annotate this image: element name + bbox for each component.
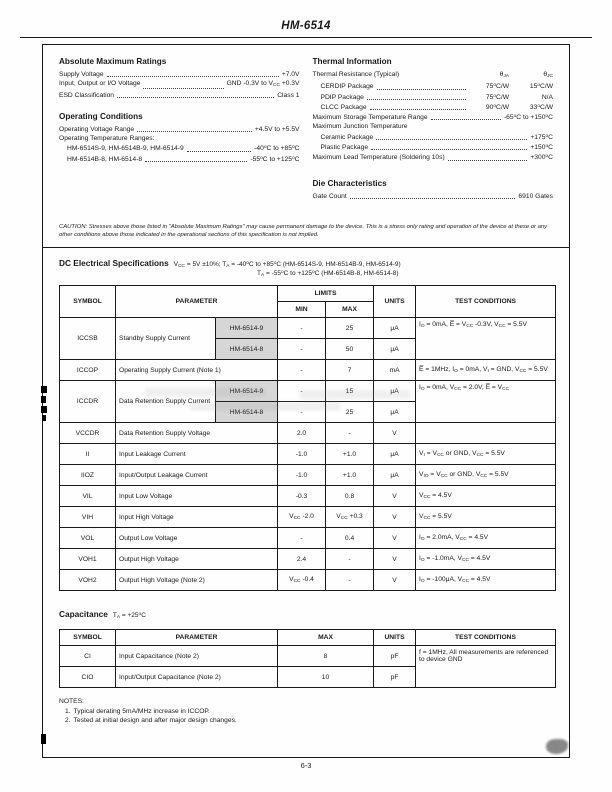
section-heading: Absolute Maximum Ratings	[59, 57, 167, 66]
table-row	[60, 486, 556, 507]
spec-value: $+150^oC$	[530, 144, 553, 152]
top-columns	[59, 57, 553, 213]
test-conditions-cell: $I_O = -100\mu A$, $V_{CC} = 4.5V$	[416, 570, 556, 591]
print-artifact	[41, 396, 46, 403]
col-header-max: MAX	[326, 302, 374, 318]
dot-leader	[367, 99, 466, 100]
max-cell: 25	[326, 402, 374, 423]
units-cell: V	[374, 549, 416, 570]
min-cell: -	[278, 339, 326, 360]
spec-line	[59, 143, 300, 153]
spec-label: Thermal Resistance (Typical)	[312, 71, 400, 78]
table-row	[60, 507, 556, 528]
dot-leader	[371, 149, 527, 150]
watermark	[190, 402, 340, 411]
col-header-test: TEST CONDITIONS	[416, 630, 556, 646]
symbol-cell: ICCDR	[60, 381, 116, 423]
print-artifact	[41, 386, 47, 393]
min-cell: 2.4	[278, 549, 326, 570]
spec-label: Operating Voltage Range	[59, 125, 135, 133]
dot-leader	[377, 89, 466, 90]
dot-leader	[143, 88, 223, 89]
spec-line	[313, 192, 554, 201]
units-cell: pF	[374, 667, 416, 688]
parameter-cell: Input Low Voltage	[116, 486, 278, 507]
parameter-cell: Output High Voltage (Note 2)	[116, 570, 278, 591]
units-cell: V	[374, 486, 416, 507]
spec-label: HM-6514S-9, HM-6514B-9, HM-6514-9	[67, 145, 184, 153]
col-header-min: MIN	[278, 302, 326, 318]
symbol-cell: IIOZ	[60, 465, 116, 486]
table-row	[60, 570, 556, 591]
col-header-units: UNITS	[374, 286, 416, 318]
cap-conditions: $T_A = +25^oC$	[112, 612, 146, 621]
col-header-max: MAX	[278, 630, 374, 646]
title-rule	[20, 37, 592, 38]
test-conditions-cell	[416, 423, 556, 444]
dc-spec-table	[59, 285, 556, 591]
parameter-cell: Data Retention Supply Current	[116, 381, 216, 423]
test-conditions-cell: $V_I = V_{CC}$ or GND, $V_{CC} = 5.5V$	[416, 444, 556, 465]
spec-value: $+300^oC$	[530, 154, 553, 162]
spec-value: -40$^o$C to $+85^oC$	[254, 145, 300, 153]
units-cell: V	[374, 528, 416, 549]
spec-line	[313, 142, 554, 152]
max-cell: +1.0	[326, 465, 374, 486]
section-heading: Operating Conditions	[59, 111, 143, 121]
section-operating-conditions	[59, 112, 300, 164]
parameter-cell: Data Retention Supply Voltage	[116, 423, 278, 444]
max-cell: $V_{CC} +0.3$	[326, 507, 374, 528]
spec-value: 90$^o$C/W	[485, 103, 509, 111]
col-header-limits: LIMITS	[278, 286, 374, 302]
section-heading: Die Characteristics	[312, 178, 387, 188]
units-cell: μA	[374, 444, 416, 465]
symbol-cell: VOH1	[60, 549, 116, 570]
table-row	[60, 549, 556, 570]
max-cell: -	[326, 423, 374, 444]
spec-label: Gate Count	[312, 192, 347, 200]
units-cell: pF	[374, 646, 416, 667]
units-cell: V	[374, 423, 416, 444]
right-column	[313, 57, 554, 213]
spec-value: N/A	[541, 93, 553, 101]
section-absolute-maximum-ratings	[59, 57, 300, 100]
test-conditions-cell: $V_{CC} = 4.5V$	[416, 486, 556, 507]
parameter-cell: Input Leakage Current	[116, 444, 278, 465]
dot-leader	[448, 160, 528, 161]
max-cell: -	[326, 570, 374, 591]
dot-leader	[376, 139, 527, 140]
device-type-cell: HM-6514-8	[216, 402, 278, 423]
symbol-cell: CI	[60, 646, 116, 667]
parameter-cell: Input/Output Capacitance (Note 2)	[116, 667, 278, 688]
device-type-cell: HM-6514-8	[216, 339, 278, 360]
spec-value: 75$^o$C/W	[485, 93, 509, 101]
max-cell: 0.4	[326, 528, 374, 549]
spec-label: Maximum Lead Temperature (Soldering 10s)	[312, 154, 445, 162]
table-row	[60, 360, 556, 381]
spec-label: ESD Classification	[59, 91, 115, 99]
note-item	[59, 716, 553, 726]
dc-conditions-line2: $T_A = -55^oC$ to $+125^oC$ (HM-6514B-8, HM-6514-8)	[257, 270, 399, 279]
units-cell: μA	[374, 339, 416, 360]
min-cell: 2.0	[278, 423, 326, 444]
page-number: 6-3	[300, 761, 312, 770]
test-conditions-cell: $V_{IO} = V_{CC}$ or GND, $V_{CC} = 5.5V$	[416, 465, 556, 486]
spec-line	[313, 132, 554, 142]
dot-leader	[350, 198, 516, 199]
spec-line	[59, 70, 300, 79]
left-column	[59, 57, 300, 213]
spec-label: Supply Voltage	[59, 71, 104, 78]
print-artifact	[42, 415, 46, 421]
table-row	[60, 528, 556, 549]
note-text: Tested at initial design and after major design changes.	[73, 717, 237, 725]
spec-line	[59, 79, 300, 90]
col-header-symbol: SYMBOL	[60, 286, 116, 318]
notes-section	[59, 697, 553, 726]
test-conditions-cell: f = 1MHz, All measurements are referenced to device GND	[416, 646, 556, 688]
device-type-cell: HM-6514-9	[216, 318, 278, 339]
max-cell: 10	[278, 667, 374, 688]
spec-label: Ceramic Package	[320, 133, 374, 141]
watermark	[300, 390, 410, 399]
spec-label: Input, Output or I/O Voltage	[59, 80, 141, 88]
test-conditions-cell: $I_O = -1.0mA$, $V_{CC} = 4.5V$	[416, 549, 556, 570]
parameter-cell: Input Capacitance (Note 2)	[116, 646, 278, 667]
spec-value: Class 1	[277, 91, 300, 99]
test-conditions-cell: $I_O = 0mA$, E̅ = $V_{CC}$ -0.3V, $V_{CC} = 5.5V$	[416, 318, 556, 360]
dot-leader	[431, 119, 501, 120]
spec-line	[313, 81, 554, 91]
test-conditions-cell: $V_{CC} = 5.5V$	[416, 507, 556, 528]
theta-ja-header: $\theta_{JA}$	[499, 71, 509, 79]
section-thermal-information	[313, 57, 554, 163]
max-cell: 8	[278, 646, 374, 667]
dot-leader	[187, 151, 251, 152]
min-cell: -0.3	[278, 486, 326, 507]
spec-value: 15$^o$C/W	[529, 83, 553, 91]
parameter-cell: Output High Voltage	[116, 549, 278, 570]
section-heading: DC Electrical Specifications	[59, 258, 169, 269]
spec-value: 6910 Gates	[518, 192, 553, 200]
note-number: 1.	[65, 707, 71, 715]
section-die-characteristics	[313, 179, 554, 201]
dot-leader	[117, 97, 274, 98]
min-cell: $V_{CC}$ -0.4	[278, 570, 326, 591]
section-heading: Thermal Information	[312, 57, 392, 66]
note-text: Typical derating 5mA/MHz increase in ICCOP.	[73, 707, 210, 715]
min-cell: -	[278, 402, 326, 423]
notes-heading: NOTES:	[59, 698, 84, 706]
junction-temp-heading: Maximum Junction Temperature	[312, 123, 408, 131]
dot-leader	[107, 76, 279, 77]
dc-conditions-line1: $V_{CC} = 5V \pm 10\%$; $T_A = -40^oC$ to $+85^oC$ (HM-6514S-9, HM-6514B-9, HM-6514-9)	[173, 261, 401, 270]
section-heading: Capacitance	[59, 609, 108, 620]
symbol-cell: VIH	[60, 507, 116, 528]
spec-value: 33$^o$C/W	[529, 103, 553, 111]
content-box	[42, 44, 570, 758]
max-cell: 15	[326, 381, 374, 402]
units-cell: μA	[374, 381, 416, 402]
parameter-cell: Input High Voltage	[116, 507, 278, 528]
col-header-test: TEST CONDITIONS	[416, 286, 556, 318]
spec-value: +7.0V	[281, 71, 300, 78]
min-cell: -1.0	[278, 444, 326, 465]
spec-line	[59, 154, 300, 164]
section-divider	[43, 247, 569, 248]
symbol-cell: VCCDR	[60, 423, 116, 444]
spec-value: +4.5V to +5.5V	[254, 125, 300, 133]
capacitance-heading	[59, 604, 553, 622]
max-cell: 0.8	[326, 486, 374, 507]
max-cell: 50	[326, 339, 374, 360]
max-cell: +1.0	[326, 444, 374, 465]
spec-label: CERDIP Package	[320, 83, 374, 91]
theta-jc-header: $\theta_{JC}$	[543, 71, 553, 79]
spec-line	[313, 102, 554, 112]
parameter-cell: Standby Supply Current	[116, 318, 216, 360]
col-header-parameter: PARAMETER	[116, 286, 278, 318]
max-cell: 7	[326, 360, 374, 381]
test-conditions-cell: $I_O = 2.0mA$, $V_{CC} = 4.5V$	[416, 528, 556, 549]
table-row	[60, 318, 556, 339]
table-row	[60, 423, 556, 444]
max-cell: -	[326, 549, 374, 570]
spec-value: -55$^o$C to $+125^oC$	[250, 155, 300, 163]
spec-line	[313, 92, 554, 102]
spec-line	[59, 91, 300, 100]
units-cell: μA	[374, 318, 416, 339]
spec-line	[59, 125, 300, 134]
spec-value: 75$^o$C/W	[485, 83, 509, 91]
dot-leader	[137, 131, 252, 132]
parameter-cell: Input/Output Leakage Current	[116, 465, 278, 486]
symbol-cell: VOL	[60, 528, 116, 549]
spec-value: -65$^o$C to $+150^oC$	[503, 114, 553, 122]
spec-label: CLCC Package	[320, 103, 367, 111]
test-conditions-cell: $I_O = 0mA$, $V_{CC} = 2.0V$, E̅ = $V_{CC}$	[416, 381, 556, 423]
spec-label: Maximum Storage Temperature Range	[312, 114, 428, 122]
units-cell: V	[374, 507, 416, 528]
spec-label: Plastic Package	[320, 144, 369, 152]
note-item	[59, 707, 553, 717]
symbol-cell: VOH2	[60, 570, 116, 591]
symbol-cell: ICCSB	[60, 318, 116, 360]
spec-line	[313, 112, 554, 122]
print-artifact	[41, 734, 46, 744]
units-cell: μA	[374, 465, 416, 486]
symbol-cell: ICCOP	[60, 360, 116, 381]
min-cell: -	[278, 381, 326, 402]
dot-leader	[145, 161, 247, 162]
units-cell: μA	[374, 402, 416, 423]
page-title: HM-6514	[281, 20, 331, 32]
table-row	[60, 444, 556, 465]
units-cell: V	[374, 570, 416, 591]
thermal-resistance-header	[313, 70, 554, 81]
min-cell: -1.0	[278, 465, 326, 486]
caution-text: CAUTION: Stresses above those listed in "Absolute Maximum Ratings" may cause permanent damage to the device. This is a stress only rating and operation of the device at these or any other conditions above those indicated in the operational sections of this specification is not implied.	[59, 223, 548, 238]
units-cell: mA	[374, 360, 416, 381]
spec-label: PDIP Package	[320, 93, 364, 101]
symbol-cell: VIL	[60, 486, 116, 507]
col-header-parameter: PARAMETER	[116, 630, 278, 646]
test-conditions-cell: E̅ = 1MHz, $I_O = 0mA$, $V_I$ = GND, $V_{CC} = 5.5V$	[416, 360, 556, 381]
temp-ranges-heading: Operating Temperature Ranges:	[59, 135, 155, 143]
device-type-cell: HM-6514-9	[216, 381, 278, 402]
col-header-units: UNITS	[374, 630, 416, 646]
print-artifact	[41, 406, 47, 413]
parameter-cell: Operating Supply Current (Note 1)	[116, 360, 278, 381]
spec-label: HM-6514B-8, HM-6514-8	[67, 155, 143, 163]
spec-value: GND -0.3V to $V_{CC} +0.3V$	[226, 80, 300, 89]
min-cell: -	[278, 318, 326, 339]
dc-spec-heading	[59, 258, 553, 269]
min-cell: -	[278, 360, 326, 381]
min-cell: $V_{CC}$ -2.0	[278, 507, 326, 528]
symbol-cell: II	[60, 444, 116, 465]
symbol-cell: CIO	[60, 667, 116, 688]
col-header-symbol: SYMBOL	[60, 630, 116, 646]
table-row	[60, 465, 556, 486]
capacitance-table	[59, 629, 556, 688]
note-number: 2.	[65, 717, 71, 725]
max-cell: 25	[326, 318, 374, 339]
min-cell: -	[278, 528, 326, 549]
table-header-row	[60, 630, 556, 646]
dot-leader	[370, 109, 466, 110]
spec-value: $+175^oC$	[530, 133, 553, 141]
table-header-row	[60, 286, 556, 302]
parameter-cell: Output Low Voltage	[116, 528, 278, 549]
watermark	[145, 388, 265, 397]
table-row	[60, 646, 556, 667]
spec-line	[313, 152, 554, 162]
